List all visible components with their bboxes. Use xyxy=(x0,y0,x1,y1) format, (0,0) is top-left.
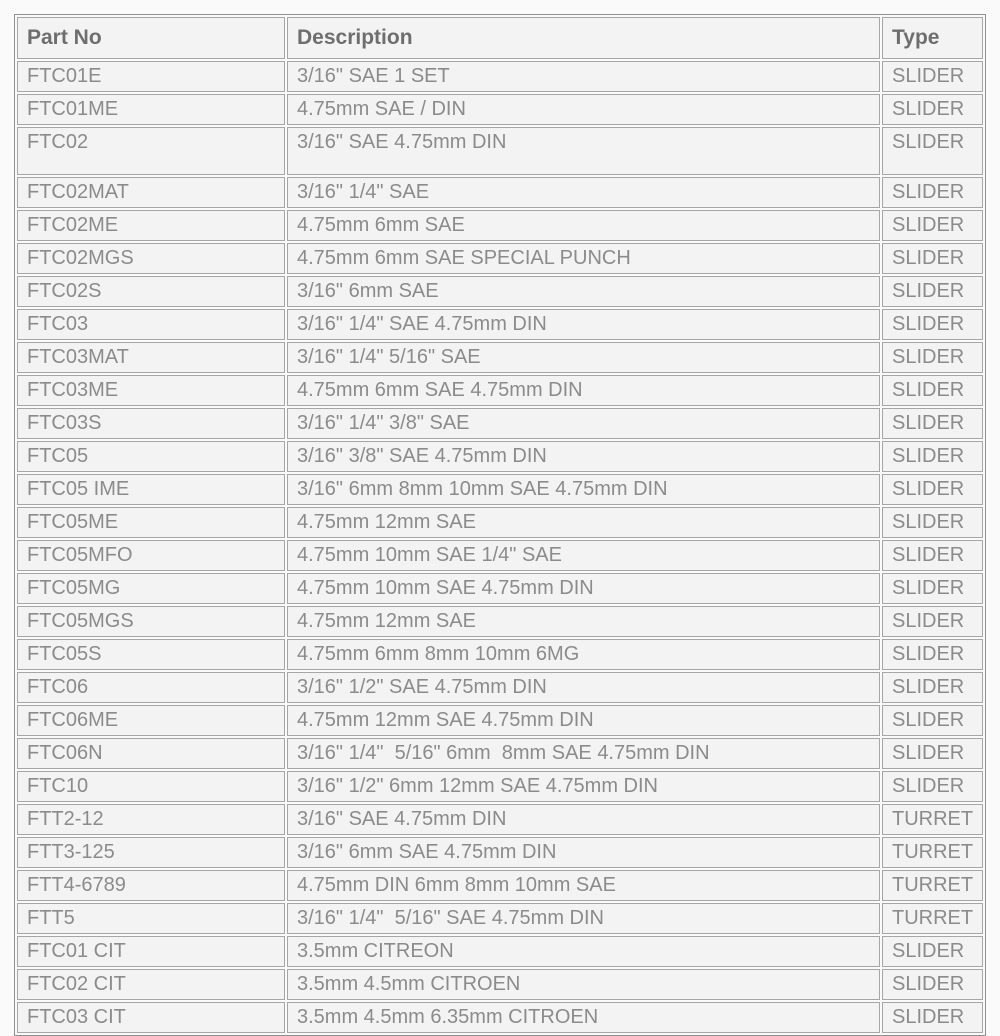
description-cell: 4.75mm 6mm SAE SPECIAL PUNCH xyxy=(287,243,880,274)
table-row xyxy=(17,969,983,1000)
type-cell: SLIDER xyxy=(882,276,983,307)
column-header-type: Type xyxy=(882,17,983,59)
table-row xyxy=(17,408,983,439)
table-row xyxy=(17,342,983,373)
description-cell: 4.75mm 10mm SAE 4.75mm DIN xyxy=(287,573,880,604)
table-row xyxy=(17,804,983,835)
type-cell: SLIDER xyxy=(882,540,983,571)
part-no-cell: FTC02MGS xyxy=(17,243,285,274)
table-row xyxy=(17,441,983,472)
type-cell: SLIDER xyxy=(882,127,983,175)
table-row xyxy=(17,903,983,934)
description-cell: 3/16" 6mm SAE xyxy=(287,276,880,307)
part-no-cell: FTC01 CIT xyxy=(17,936,285,967)
table-row xyxy=(17,606,983,637)
part-no-cell: FTC05MGS xyxy=(17,606,285,637)
description-cell: 3/16" 6mm 8mm 10mm SAE 4.75mm DIN xyxy=(287,474,880,505)
description-cell: 3/16" 1/2" 6mm 12mm SAE 4.75mm DIN xyxy=(287,771,880,802)
type-cell: SLIDER xyxy=(882,61,983,92)
type-cell: SLIDER xyxy=(882,309,983,340)
part-no-cell: FTT5 xyxy=(17,903,285,934)
type-cell: SLIDER xyxy=(882,507,983,538)
description-cell: 3/16" 1/4" SAE xyxy=(287,177,880,208)
table-row xyxy=(17,672,983,703)
description-cell: 3.5mm CITREON xyxy=(287,936,880,967)
table-row xyxy=(17,127,983,175)
type-cell: SLIDER xyxy=(882,210,983,241)
table-row xyxy=(17,61,983,92)
part-no-cell: FTC05S xyxy=(17,639,285,670)
type-cell: SLIDER xyxy=(882,474,983,505)
type-cell: SLIDER xyxy=(882,771,983,802)
part-no-cell: FTT4-6789 xyxy=(17,870,285,901)
part-no-cell: FTT3-125 xyxy=(17,837,285,868)
table-row xyxy=(17,936,983,967)
part-no-cell: FTC02MAT xyxy=(17,177,285,208)
description-cell: 4.75mm 12mm SAE xyxy=(287,507,880,538)
type-cell: SLIDER xyxy=(882,375,983,406)
part-no-cell: FTT2-12 xyxy=(17,804,285,835)
part-no-cell: FTC02 xyxy=(17,127,285,175)
table-row xyxy=(17,375,983,406)
type-cell: SLIDER xyxy=(882,243,983,274)
type-cell: SLIDER xyxy=(882,573,983,604)
part-no-cell: FTC03S xyxy=(17,408,285,439)
description-cell: 3/16" 1/4" SAE 4.75mm DIN xyxy=(287,309,880,340)
description-cell: 4.75mm 12mm SAE 4.75mm DIN xyxy=(287,705,880,736)
table-row xyxy=(17,573,983,604)
part-no-cell: FTC03MAT xyxy=(17,342,285,373)
part-no-cell: FTC01ME xyxy=(17,94,285,125)
description-cell: 4.75mm 10mm SAE 1/4" SAE xyxy=(287,540,880,571)
type-cell: SLIDER xyxy=(882,969,983,1000)
table-row xyxy=(17,276,983,307)
type-cell: SLIDER xyxy=(882,705,983,736)
description-cell: 3/16" SAE 1 SET xyxy=(287,61,880,92)
table-row xyxy=(17,309,983,340)
type-cell: SLIDER xyxy=(882,441,983,472)
part-no-cell: FTC05 IME xyxy=(17,474,285,505)
part-no-cell: FTC05 xyxy=(17,441,285,472)
part-no-cell: FTC05ME xyxy=(17,507,285,538)
part-no-cell: FTC02S xyxy=(17,276,285,307)
description-cell: 3/16" SAE 4.75mm DIN xyxy=(287,804,880,835)
type-cell: SLIDER xyxy=(882,672,983,703)
description-cell: 3/16" 1/4" 5/16" 6mm 8mm SAE 4.75mm DIN xyxy=(287,738,880,769)
description-cell: 4.75mm 6mm SAE xyxy=(287,210,880,241)
table-row xyxy=(17,639,983,670)
type-cell: TURRET xyxy=(882,903,983,934)
type-cell: SLIDER xyxy=(882,177,983,208)
table-body xyxy=(17,61,983,1033)
type-cell: SLIDER xyxy=(882,606,983,637)
parts-table xyxy=(14,14,986,1036)
type-cell: TURRET xyxy=(882,870,983,901)
part-no-cell: FTC02 CIT xyxy=(17,969,285,1000)
part-no-cell: FTC06N xyxy=(17,738,285,769)
table-row xyxy=(17,771,983,802)
table-row xyxy=(17,474,983,505)
description-cell: 3.5mm 4.5mm 6.35mm CITROEN xyxy=(287,1002,880,1033)
part-no-cell: FTC05MG xyxy=(17,573,285,604)
type-cell: TURRET xyxy=(882,837,983,868)
description-cell: 3/16" 3/8" SAE 4.75mm DIN xyxy=(287,441,880,472)
table-row xyxy=(17,94,983,125)
type-cell: SLIDER xyxy=(882,936,983,967)
description-cell: 3/16" SAE 4.75mm DIN xyxy=(287,127,880,175)
description-cell: 3/16" 1/4" 5/16" SAE xyxy=(287,342,880,373)
type-cell: SLIDER xyxy=(882,94,983,125)
part-no-cell: FTC03 xyxy=(17,309,285,340)
table-row xyxy=(17,870,983,901)
type-cell: SLIDER xyxy=(882,408,983,439)
description-cell: 3/16" 1/4" 3/8" SAE xyxy=(287,408,880,439)
part-no-cell: FTC01E xyxy=(17,61,285,92)
description-cell: 4.75mm SAE / DIN xyxy=(287,94,880,125)
table-row xyxy=(17,210,983,241)
part-no-cell: FTC06 xyxy=(17,672,285,703)
type-cell: SLIDER xyxy=(882,1002,983,1033)
table-row xyxy=(17,1002,983,1033)
type-cell: SLIDER xyxy=(882,738,983,769)
part-no-cell: FTC10 xyxy=(17,771,285,802)
part-no-cell: FTC02ME xyxy=(17,210,285,241)
part-no-cell: FTC03 CIT xyxy=(17,1002,285,1033)
table-row xyxy=(17,507,983,538)
table-row xyxy=(17,540,983,571)
part-no-cell: FTC03ME xyxy=(17,375,285,406)
description-cell: 4.75mm DIN 6mm 8mm 10mm SAE xyxy=(287,870,880,901)
table-row xyxy=(17,705,983,736)
type-cell: SLIDER xyxy=(882,639,983,670)
type-cell: TURRET xyxy=(882,804,983,835)
column-header-description: Description xyxy=(287,17,880,59)
column-header-part-no: Part No xyxy=(17,17,285,59)
table-row xyxy=(17,243,983,274)
part-no-cell: FTC06ME xyxy=(17,705,285,736)
header-row xyxy=(17,17,983,59)
table-row xyxy=(17,177,983,208)
description-cell: 4.75mm 12mm SAE xyxy=(287,606,880,637)
part-no-cell: FTC05MFO xyxy=(17,540,285,571)
description-cell: 4.75mm 6mm 8mm 10mm 6MG xyxy=(287,639,880,670)
description-cell: 3/16" 6mm SAE 4.75mm DIN xyxy=(287,837,880,868)
description-cell: 4.75mm 6mm SAE 4.75mm DIN xyxy=(287,375,880,406)
description-cell: 3/16" 1/4" 5/16" SAE 4.75mm DIN xyxy=(287,903,880,934)
description-cell: 3.5mm 4.5mm CITROEN xyxy=(287,969,880,1000)
table-row xyxy=(17,837,983,868)
description-cell: 3/16" 1/2" SAE 4.75mm DIN xyxy=(287,672,880,703)
table-row xyxy=(17,738,983,769)
type-cell: SLIDER xyxy=(882,342,983,373)
